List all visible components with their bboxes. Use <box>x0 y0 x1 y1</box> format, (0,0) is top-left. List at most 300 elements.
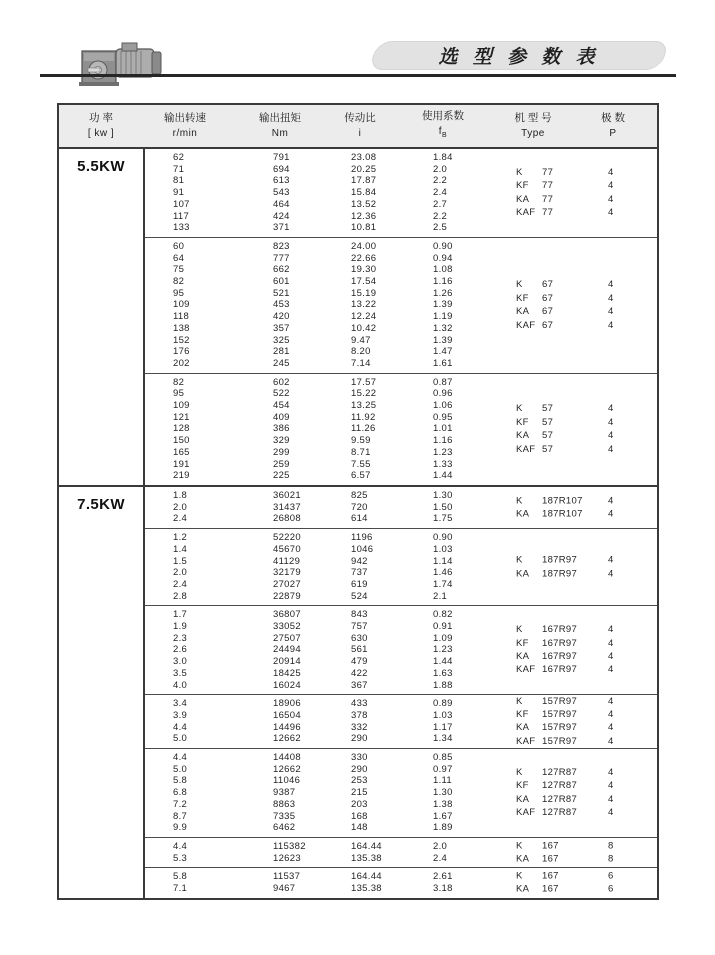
speed-value: 2.8 <box>173 590 188 602</box>
torque-value: 7335 <box>273 810 296 822</box>
type-row <box>516 722 614 735</box>
ratio-value: 10.81 <box>351 222 377 234</box>
poles-value: 4 <box>608 430 614 442</box>
service-factor-value: 1.16 <box>433 435 453 447</box>
service-factor-value: 1.23 <box>433 644 453 656</box>
speed-value: 4.4 <box>173 840 188 852</box>
poles-value: 4 <box>608 709 614 721</box>
service-factor-value: 1.84 <box>433 152 453 163</box>
speed-value: 8.7 <box>173 810 188 822</box>
torque-value: 601 <box>273 276 290 288</box>
poles-value: 4 <box>608 416 614 428</box>
type-model: 77 <box>542 207 554 219</box>
type-row <box>516 305 614 318</box>
type-model: 157R97 <box>542 736 578 748</box>
type-row <box>516 623 614 636</box>
table-row <box>145 609 657 621</box>
torque-value: 45670 <box>273 543 301 555</box>
column-header-speed <box>164 111 206 141</box>
poles-value: 4 <box>608 306 614 318</box>
service-factor-value: 0.94 <box>433 252 453 264</box>
speed-value: 5.8 <box>173 871 188 883</box>
ratio-value: 203 <box>351 798 368 810</box>
power-group <box>59 149 657 485</box>
data-block <box>145 748 657 837</box>
service-factor-value: 1.67 <box>433 810 453 822</box>
type-prefix: KA <box>516 853 530 865</box>
torque-value: 325 <box>273 334 290 346</box>
table-row <box>145 532 657 544</box>
poles-value: 4 <box>608 443 614 455</box>
poles-value: 4 <box>608 695 614 707</box>
type-row <box>516 853 614 866</box>
speed-value: 202 <box>173 357 190 369</box>
type-row <box>516 664 614 677</box>
service-factor-value: 1.11 <box>433 775 452 787</box>
table-row <box>145 377 657 389</box>
poles-value: 4 <box>608 794 614 805</box>
type-prefix: KAF <box>516 443 536 455</box>
poles-value: 4 <box>608 292 614 304</box>
service-factor-value: 1.19 <box>433 311 453 323</box>
type-row <box>516 883 614 896</box>
service-factor-value: 0.89 <box>433 698 453 710</box>
type-model: 67 <box>542 292 554 304</box>
speed-value: 109 <box>173 299 190 311</box>
ratio-value: 17.54 <box>351 276 377 288</box>
torque-value: 52220 <box>273 532 301 544</box>
ratio-value: 23.08 <box>351 152 377 163</box>
type-row <box>516 206 614 219</box>
speed-value: 60 <box>173 240 185 252</box>
speed-value: 1.5 <box>173 555 188 567</box>
block-types <box>516 278 614 332</box>
service-factor-value: 1.47 <box>433 346 453 358</box>
service-factor-value: 1.38 <box>433 798 453 810</box>
ratio-value: 13.52 <box>351 198 377 210</box>
type-row <box>516 554 614 567</box>
service-factor-value: 1.39 <box>433 334 453 346</box>
factor-header-label: 使用系数 <box>422 110 464 122</box>
torque-value: 6462 <box>273 822 296 834</box>
torque-value: 662 <box>273 264 290 276</box>
speed-value: 95 <box>173 287 185 299</box>
service-factor-value: 1.75 <box>433 513 453 525</box>
torque-value: 11537 <box>273 871 301 883</box>
torque-value: 9387 <box>273 787 296 799</box>
table-row <box>145 346 657 358</box>
service-factor-value: 2.4 <box>433 852 448 864</box>
table-row <box>145 358 657 370</box>
gearmotor-photo <box>74 38 168 90</box>
poles-value: 4 <box>608 279 614 291</box>
poles-value: 4 <box>608 180 614 192</box>
type-prefix: KAF <box>516 807 536 819</box>
speed-value: 71 <box>173 163 185 175</box>
type-model: 77 <box>542 180 554 192</box>
poles-value: 4 <box>608 767 614 779</box>
type-model: 157R97 <box>542 709 578 721</box>
ratio-value: 942 <box>351 555 368 567</box>
type-prefix: KF <box>516 292 529 304</box>
speed-value: 1.7 <box>173 609 188 621</box>
poles-value: 6 <box>608 870 614 882</box>
type-model: 57 <box>542 443 554 455</box>
service-factor-value: 1.06 <box>433 400 453 412</box>
poles-value: 4 <box>608 637 614 649</box>
type-prefix: KA <box>516 508 530 520</box>
column-header-ratio <box>344 111 376 141</box>
speed-value: 4.4 <box>173 721 188 733</box>
type-prefix: KA <box>516 722 530 734</box>
type-row <box>516 806 614 819</box>
service-factor-value: 0.96 <box>433 388 453 400</box>
torque-value: 12623 <box>273 852 301 864</box>
table-row <box>145 152 657 164</box>
table-row <box>145 264 657 276</box>
type-prefix: K <box>516 624 523 636</box>
service-factor-value: 1.30 <box>433 489 453 501</box>
torque-value: 613 <box>273 175 290 187</box>
ratio-value: 7.14 <box>351 357 371 369</box>
poles-value: 4 <box>608 664 614 676</box>
page-header <box>0 0 715 103</box>
table-row <box>145 388 657 400</box>
type-prefix: KA <box>516 794 530 805</box>
power-group <box>59 485 657 898</box>
ratio-value: 825 <box>351 489 368 501</box>
ratio-value: 9.59 <box>351 435 371 447</box>
data-block <box>145 149 657 237</box>
power-cell <box>59 149 145 485</box>
ratio-value: 24.00 <box>351 240 377 252</box>
type-model: 167 <box>542 840 559 852</box>
ratio-value: 19.30 <box>351 264 377 276</box>
type-row <box>516 443 614 456</box>
torque-value: 454 <box>273 400 290 412</box>
type-prefix: KA <box>516 568 530 580</box>
service-factor-value: 1.44 <box>433 656 453 668</box>
poles-header-label: 极 数 <box>601 112 625 124</box>
poles-header-unit: P <box>609 128 617 139</box>
table-row <box>145 752 657 764</box>
torque-value: 16504 <box>273 709 301 721</box>
torque-value: 357 <box>273 322 290 334</box>
torque-value: 18906 <box>273 698 301 710</box>
type-row <box>516 292 614 305</box>
type-row <box>516 319 614 332</box>
type-prefix: KAF <box>516 664 536 676</box>
speed-value: 4.0 <box>173 679 188 691</box>
torque-value: 33052 <box>273 621 301 633</box>
ratio-value: 10.42 <box>351 322 377 334</box>
poles-value: 4 <box>608 651 614 663</box>
type-row <box>516 735 614 748</box>
speed-value: 5.0 <box>173 763 188 775</box>
type-row <box>516 637 614 650</box>
type-model: 127R87 <box>542 794 578 805</box>
type-row <box>516 180 614 193</box>
speed-value: 138 <box>173 322 190 334</box>
speed-value: 82 <box>173 376 185 388</box>
service-factor-value: 1.03 <box>433 543 453 555</box>
type-model: 167R97 <box>542 664 578 676</box>
table-body <box>59 149 657 898</box>
poles-value: 6 <box>608 884 614 896</box>
ratio-value: 135.38 <box>351 852 382 864</box>
type-model: 187R97 <box>542 568 578 580</box>
speed-value: 3.0 <box>173 656 188 668</box>
speed-value: 133 <box>173 222 190 234</box>
type-prefix: KF <box>516 416 529 428</box>
block-types <box>516 403 614 457</box>
ratio-header-unit: i <box>358 128 362 139</box>
type-model: 67 <box>542 306 554 318</box>
speed-value: 219 <box>173 470 190 482</box>
type-model: 77 <box>542 167 554 179</box>
type-prefix: K <box>516 695 523 707</box>
ratio-value: 8.20 <box>351 346 371 358</box>
ratio-value: 433 <box>351 698 368 710</box>
torque-value: 22879 <box>273 590 301 602</box>
poles-value: 4 <box>608 568 614 580</box>
type-model: 127R87 <box>542 807 578 819</box>
type-prefix: KA <box>516 884 530 896</box>
type-prefix: K <box>516 403 523 415</box>
column-header-poles <box>601 111 625 141</box>
type-row <box>516 416 614 429</box>
speed-value: 3.5 <box>173 667 188 679</box>
ratio-value: 168 <box>351 810 368 822</box>
type-prefix: KF <box>516 637 529 649</box>
service-factor-value: 1.39 <box>433 299 453 311</box>
ratio-value: 13.25 <box>351 400 377 412</box>
service-factor-value: 3.18 <box>433 883 453 895</box>
speed-value: 3.4 <box>173 698 188 710</box>
service-factor-value: 1.34 <box>433 733 453 745</box>
ratio-value: 164.44 <box>351 840 382 852</box>
type-row <box>516 839 614 852</box>
data-block <box>145 237 657 373</box>
type-model: 167R97 <box>542 624 578 636</box>
speed-value: 2.6 <box>173 644 188 656</box>
ratio-value: 290 <box>351 733 368 745</box>
type-model: 167 <box>542 853 559 865</box>
speed-value: 62 <box>173 152 185 163</box>
ratio-value: 720 <box>351 501 368 513</box>
ratio-value: 737 <box>351 567 368 579</box>
service-factor-value: 1.46 <box>433 567 453 579</box>
ratio-value: 148 <box>351 822 368 834</box>
table-row <box>145 241 657 253</box>
ratio-value: 524 <box>351 590 368 602</box>
service-factor-value: 0.90 <box>433 240 453 252</box>
ratio-value: 614 <box>351 513 368 525</box>
type-model: 167 <box>542 870 559 882</box>
poles-value: 4 <box>608 207 614 219</box>
power-header-unit: [ kw ] <box>87 128 115 139</box>
table-row <box>145 470 657 482</box>
speed-value: 121 <box>173 411 190 423</box>
type-model: 127R87 <box>542 780 578 792</box>
type-row <box>516 403 614 416</box>
ratio-value: 215 <box>351 787 368 799</box>
column-header-power <box>88 111 114 141</box>
ratio-value: 11.92 <box>351 411 376 423</box>
ratio-value: 17.87 <box>351 175 377 187</box>
ratio-value: 630 <box>351 632 368 644</box>
torque-header-unit: Nm <box>271 128 289 139</box>
poles-value: 4 <box>608 193 614 205</box>
speed-value: 64 <box>173 252 185 264</box>
block-types <box>516 166 614 220</box>
type-row <box>516 650 614 663</box>
torque-value: 329 <box>273 435 290 447</box>
torque-value: 386 <box>273 423 290 435</box>
service-factor-value: 2.2 <box>433 175 448 187</box>
torque-value: 409 <box>273 411 290 423</box>
type-prefix: K <box>516 870 523 882</box>
type-model: 157R97 <box>542 695 578 707</box>
ratio-value: 13.22 <box>351 299 377 311</box>
type-model: 157R97 <box>542 722 578 734</box>
ratio-value: 757 <box>351 621 368 633</box>
service-factor-value: 1.50 <box>433 501 453 513</box>
type-prefix: K <box>516 495 523 507</box>
service-factor-value: 2.2 <box>433 210 448 222</box>
ratio-value: 17.57 <box>351 376 377 388</box>
service-factor-value: 0.95 <box>433 411 453 423</box>
service-factor-value: 2.4 <box>433 187 448 199</box>
service-factor-value: 1.63 <box>433 667 453 679</box>
torque-value: 259 <box>273 458 290 470</box>
service-factor-value: 2.5 <box>433 222 448 234</box>
data-block <box>145 837 657 867</box>
ratio-value: 422 <box>351 667 368 679</box>
block-types <box>516 870 614 897</box>
table-row <box>145 459 657 471</box>
poles-value: 4 <box>608 807 614 819</box>
selection-parameter-table <box>57 103 659 900</box>
torque-value: 11046 <box>273 775 301 787</box>
torque-value: 41129 <box>273 555 301 567</box>
service-factor-value: 1.74 <box>433 578 453 590</box>
service-factor-value: 1.23 <box>433 446 453 458</box>
torque-value: 299 <box>273 446 290 458</box>
torque-value: 115382 <box>273 840 306 852</box>
type-row <box>516 695 614 708</box>
speed-value: 82 <box>173 276 185 288</box>
type-model: 167R97 <box>542 637 578 649</box>
type-prefix: K <box>516 279 523 291</box>
type-header-label: 机 型 号 <box>514 112 552 124</box>
torque-value: 31437 <box>273 501 301 513</box>
column-header-service-factor <box>422 109 464 143</box>
type-prefix: KF <box>516 180 529 192</box>
poles-value: 4 <box>608 736 614 748</box>
table-row <box>145 335 657 347</box>
type-row <box>516 278 614 291</box>
speed-value: 1.8 <box>173 489 188 501</box>
torque-value: 521 <box>273 287 290 299</box>
type-prefix: KF <box>516 709 529 721</box>
torque-value: 543 <box>273 187 290 199</box>
torque-value: 32179 <box>273 567 301 579</box>
torque-value: 823 <box>273 240 290 252</box>
data-block <box>145 694 657 748</box>
torque-value: 777 <box>273 252 290 264</box>
type-prefix: KAF <box>516 319 536 331</box>
torque-value: 26808 <box>273 513 301 525</box>
block-types <box>516 839 614 866</box>
service-factor-value: 1.89 <box>433 822 453 834</box>
speed-value: 81 <box>173 175 185 187</box>
ratio-value: 9.47 <box>351 334 371 346</box>
poles-value: 4 <box>608 495 614 507</box>
type-model: 127R87 <box>542 767 578 779</box>
torque-value: 36807 <box>273 609 301 621</box>
torque-value: 9467 <box>273 883 296 895</box>
power-label: 7.5KW <box>77 495 125 513</box>
data-block <box>145 605 657 694</box>
page-title: 选 型 参 数 表 <box>438 47 600 68</box>
service-factor-value: 0.87 <box>433 376 453 388</box>
type-header-unit: Type <box>521 128 545 139</box>
speed-value: 176 <box>173 346 190 358</box>
service-factor-value: 0.85 <box>433 752 453 764</box>
type-row <box>516 766 614 779</box>
speed-value: 5.3 <box>173 852 188 864</box>
type-model: 187R107 <box>542 495 583 507</box>
ratio-value: 135.38 <box>351 883 382 895</box>
torque-value: 464 <box>273 198 290 210</box>
block-types <box>516 494 614 521</box>
power-label: 5.5KW <box>77 158 125 175</box>
speed-value: 2.4 <box>173 513 188 525</box>
service-factor-value: 1.01 <box>433 423 453 435</box>
torque-value: 281 <box>273 346 290 358</box>
group-blocks <box>145 487 657 898</box>
group-blocks <box>145 149 657 485</box>
torque-value: 20914 <box>273 656 301 668</box>
type-row <box>516 166 614 179</box>
speed-value: 1.4 <box>173 543 188 555</box>
torque-value: 27027 <box>273 578 301 590</box>
type-row <box>516 780 614 793</box>
type-model: 187R107 <box>542 508 583 520</box>
poles-value: 4 <box>608 403 614 415</box>
speed-value: 5.8 <box>173 775 188 787</box>
data-block <box>145 528 657 605</box>
title-banner <box>373 41 665 70</box>
service-factor-value: 1.44 <box>433 470 453 482</box>
speed-value: 117 <box>173 210 190 222</box>
type-model: 67 <box>542 319 554 331</box>
service-factor-value: 1.33 <box>433 458 453 470</box>
service-factor-value: 2.61 <box>433 871 453 883</box>
speed-value: 109 <box>173 400 190 412</box>
type-row <box>516 193 614 206</box>
service-factor-value: 2.7 <box>433 198 448 210</box>
type-model: 57 <box>542 430 554 442</box>
speed-value: 5.0 <box>173 733 188 745</box>
torque-value: 14408 <box>273 752 301 764</box>
torque-value: 791 <box>273 152 290 163</box>
speed-value: 128 <box>173 423 190 435</box>
speed-value: 75 <box>173 264 185 276</box>
gearmotor-illustration <box>74 38 168 90</box>
power-header-label: 功 率 <box>89 112 113 124</box>
